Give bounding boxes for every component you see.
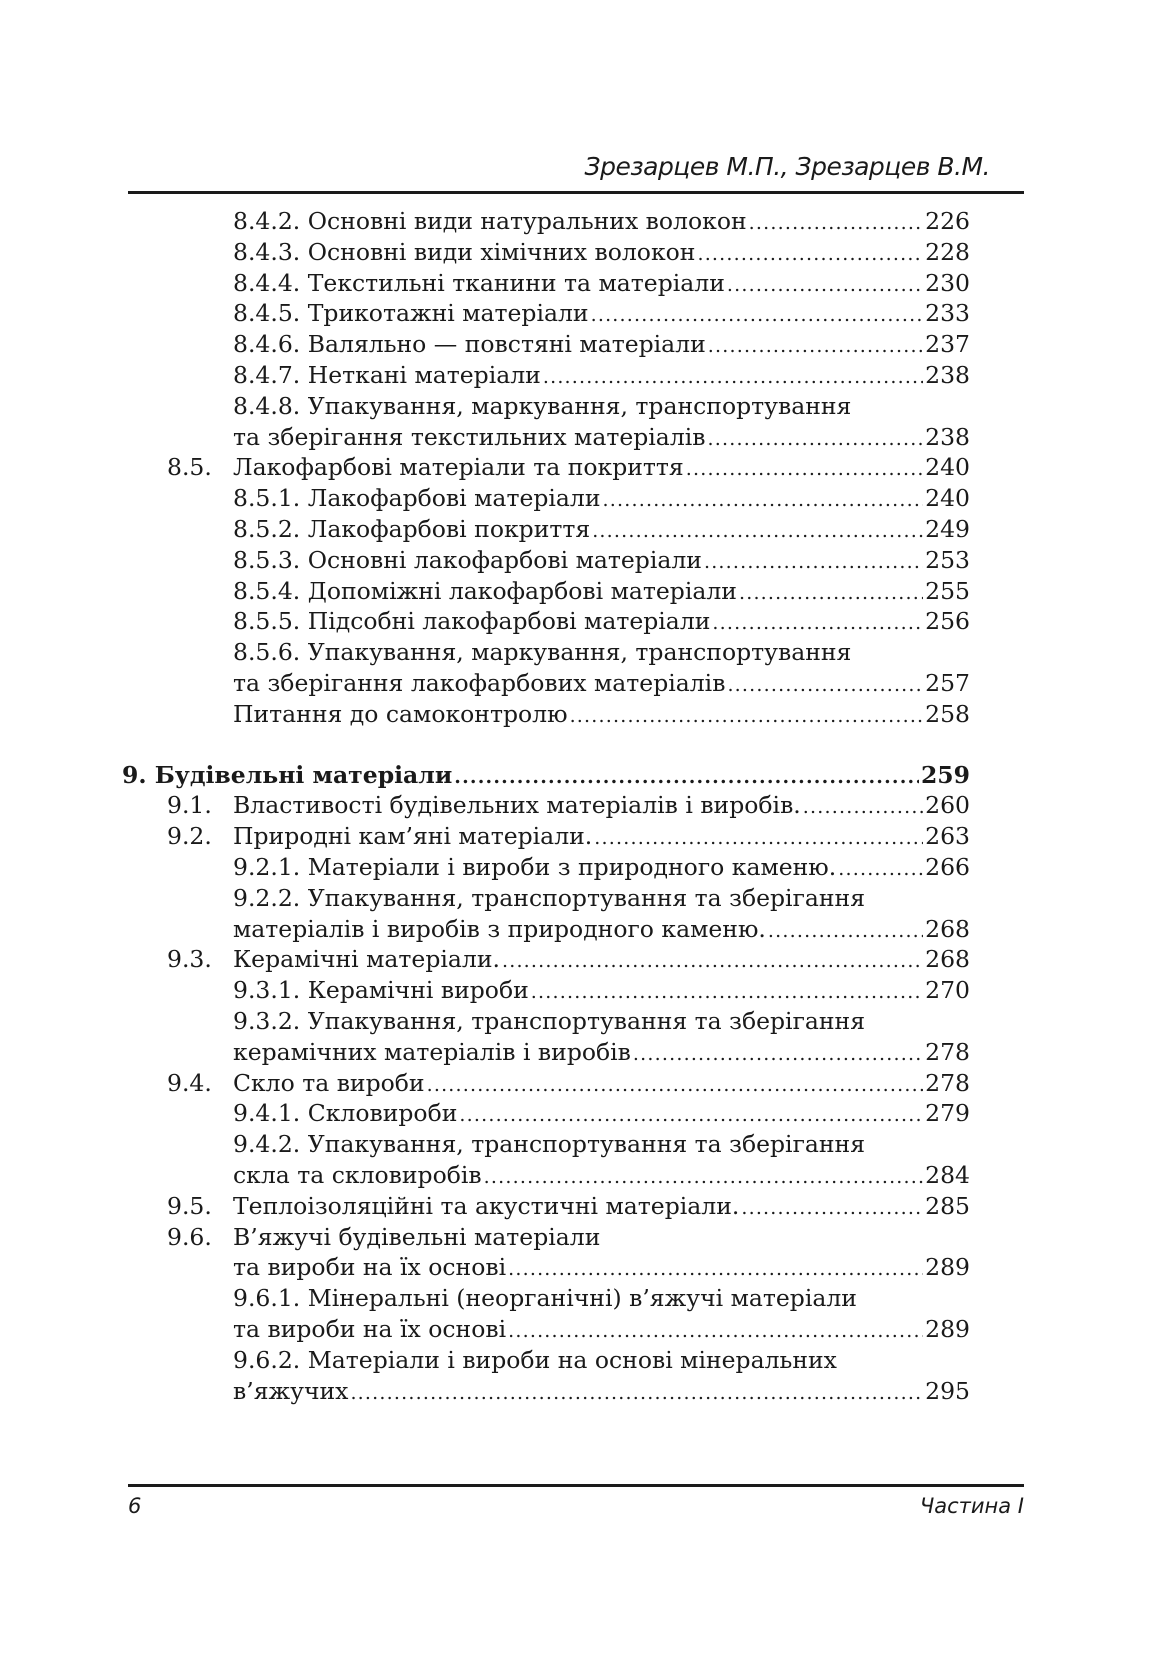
toc-entry-page: 238 <box>925 422 970 451</box>
dot-leader <box>350 1377 923 1409</box>
dot-leader <box>803 791 923 823</box>
toc-entry-page: 228 <box>925 237 970 266</box>
toc-entry <box>233 513 970 545</box>
toc-entry-label: керамічних матеріалів і виробів <box>233 1037 631 1066</box>
toc-entry-label: 8.4.8. Упакування, маркування, транспортування <box>233 391 852 420</box>
toc-entry-label: 8.5.2. Лакофарбові покриття <box>233 515 591 543</box>
toc-entry <box>233 482 970 514</box>
toc-entry-page: 260 <box>925 791 970 820</box>
dot-leader <box>727 269 923 301</box>
toc-entry-label: та зберігання текстильних матеріалів <box>233 422 706 451</box>
toc-entry-page: 257 <box>925 669 970 697</box>
dot-leader <box>708 423 924 455</box>
toc-section-number: 9.4. <box>167 1068 212 1097</box>
toc-entry <box>233 1005 970 1037</box>
toc-entry <box>233 913 970 945</box>
toc-entry <box>233 698 970 730</box>
toc-entry <box>233 1313 970 1345</box>
dot-leader <box>741 1192 923 1224</box>
toc-entry-page: 240 <box>925 453 970 482</box>
toc-entry-label: та зберігання лакофарбових матеріалів <box>233 669 726 697</box>
toc-entry <box>233 1251 970 1283</box>
dot-leader <box>727 669 923 701</box>
part-label: Частина I <box>919 1494 1024 1518</box>
toc-entry <box>233 851 970 883</box>
toc-entry-label: 8.4.6. Валяльно — повстяні матеріали <box>233 330 706 359</box>
toc-entry <box>233 205 970 237</box>
toc-entry-label: Питання до самоконтролю <box>233 699 568 728</box>
dot-leader <box>712 607 923 639</box>
toc-entry-label: 8.4.3. Основні види хімічних волокон <box>233 237 696 266</box>
toc-entry <box>233 636 970 668</box>
dot-leader <box>768 915 923 947</box>
toc-entry-page: 285 <box>925 1191 970 1220</box>
dot-leader <box>570 700 924 732</box>
toc-entry-label: 8.5.5. Підсобні лакофарбові матеріали <box>233 607 711 636</box>
toc-entry-label: 8.4.7. Неткані матеріали <box>233 361 541 389</box>
toc-section-number: 9.2. <box>167 822 212 851</box>
toc-section-number: 9.3. <box>167 945 212 974</box>
dot-leader <box>543 361 923 393</box>
footer-rule <box>128 1484 1024 1487</box>
dot-leader <box>603 484 924 516</box>
toc-entry-label: Теплоізоляційні та акустичні матеріали. <box>233 1191 740 1220</box>
dot-leader <box>502 945 923 977</box>
toc-section-number: 9.1. <box>167 791 212 820</box>
toc-entry-page: 289 <box>925 1315 970 1343</box>
toc-entry <box>233 943 970 975</box>
toc-entry <box>233 1344 970 1376</box>
toc-entry-label: 8.4.5. Трикотажні матеріали <box>233 299 589 328</box>
dot-leader <box>633 1038 923 1070</box>
toc-entry <box>233 667 970 699</box>
toc-entry-page: 279 <box>925 1099 970 1128</box>
toc-entry <box>233 421 970 453</box>
dot-leader <box>697 238 923 270</box>
toc-entry-page: 278 <box>925 1037 970 1066</box>
dot-leader <box>427 1069 924 1101</box>
toc-entry-page: 259 <box>920 760 970 789</box>
toc-section-number: 8.5. <box>167 453 212 482</box>
toc-entry <box>233 789 970 821</box>
toc-entry-page: 268 <box>925 914 970 943</box>
dot-leader <box>531 976 923 1008</box>
toc-entry-page: 266 <box>925 853 970 881</box>
toc-section-number: 9.6. <box>167 1222 212 1251</box>
toc-entry-label: 8.4.4. Текстильні тканини та матеріали <box>233 268 725 297</box>
running-header-authors: Зрезарцев М.П., Зрезарцев В.М. <box>584 152 990 181</box>
toc-entry-label: В’яжучі будівельні матеріали <box>233 1222 601 1251</box>
toc-entry-page: 238 <box>925 361 970 389</box>
toc-entry-label: матеріалів і виробів з природного каменю. <box>233 914 766 943</box>
toc-entry <box>233 1067 970 1099</box>
toc-entry-label: 9. Будівельні матеріали <box>122 760 453 789</box>
toc-entry <box>233 1190 970 1222</box>
toc-entry-page: 268 <box>925 945 970 974</box>
dot-leader <box>838 853 923 885</box>
toc-entry <box>233 359 970 391</box>
toc-entry-label: 8.5.6. Упакування, маркування, транспортування <box>233 638 852 667</box>
toc-entry <box>233 1159 970 1191</box>
dot-leader <box>508 1253 923 1285</box>
toc-entry <box>233 544 970 576</box>
toc-entry <box>233 236 970 268</box>
toc-entry-page: 226 <box>925 207 970 235</box>
toc-entry <box>233 297 970 329</box>
toc-entry-page: 253 <box>925 545 970 574</box>
toc-entry <box>233 575 970 607</box>
toc-entry-label: 9.4.2. Упакування, транспортування та зберігання <box>233 1130 866 1159</box>
toc-entry-label: Властивості будівельних матеріалів і виробів. <box>233 791 801 820</box>
toc-entry-label: 9.3.1. Керамічні вироби <box>233 976 529 1005</box>
header-rule <box>128 191 1024 194</box>
toc-entry-label: 9.2.2. Упакування, транспортування та зберігання <box>233 883 866 912</box>
toc-entry <box>233 1282 970 1314</box>
dot-leader <box>454 761 919 793</box>
toc-entry <box>233 882 970 914</box>
dot-leader <box>508 1315 923 1347</box>
toc-entry <box>233 390 970 422</box>
toc-entry <box>233 328 970 360</box>
toc-chapter-entry <box>122 759 970 791</box>
toc-entry <box>233 820 970 852</box>
toc-entry-page: 278 <box>925 1068 970 1097</box>
toc-entry-page: 230 <box>925 268 970 297</box>
toc-entry-page: 249 <box>925 515 970 543</box>
toc-entry <box>233 451 970 483</box>
toc-entry-page: 233 <box>925 299 970 328</box>
toc-entry <box>233 1375 970 1407</box>
dot-leader <box>594 822 923 854</box>
toc-entry-page: 240 <box>925 484 970 513</box>
dot-leader <box>592 515 923 547</box>
toc-entry-page: 295 <box>925 1376 970 1405</box>
toc-entry <box>233 267 970 299</box>
toc-entry <box>233 605 970 637</box>
toc-entry-label: та вироби на їх основі <box>233 1315 507 1343</box>
toc-entry-page: 258 <box>925 699 970 728</box>
toc-entry-label: Керамічні матеріали. <box>233 945 500 974</box>
toc-entry-label: 9.2.1. Матеріали і вироби з природного каменю. <box>233 853 837 881</box>
toc-entry-label: 8.5.3. Основні лакофарбові матеріали <box>233 545 702 574</box>
toc-entry-label: 8.5.4. Допоміжні лакофарбові матеріали <box>233 576 737 605</box>
toc-entry <box>233 1221 970 1253</box>
dot-leader <box>591 299 924 331</box>
toc-entry <box>233 1128 970 1160</box>
toc-entry <box>233 974 970 1006</box>
dot-leader <box>484 1161 923 1193</box>
dot-leader <box>749 207 924 239</box>
toc-entry-page: 284 <box>925 1161 970 1189</box>
toc-entry-page: 237 <box>925 330 970 359</box>
toc-entry-label: Природні кам’яні матеріали. <box>233 822 593 851</box>
toc-entry-page: 263 <box>925 822 970 851</box>
toc-entry-label: 9.3.2. Упакування, транспортування та зберігання <box>233 1007 866 1035</box>
toc-entry-label: 8.5.1. Лакофарбові матеріали <box>233 484 601 513</box>
toc-entry-label: в’яжучих <box>233 1376 349 1405</box>
dot-leader <box>704 546 923 578</box>
toc-entry-page: 289 <box>925 1253 970 1282</box>
toc-entry <box>233 1036 970 1068</box>
toc-entry-label: 9.6.2. Матеріали і вироби на основі мінеральних <box>233 1345 837 1374</box>
toc-entry-label: скла та скловиробів <box>233 1161 482 1189</box>
dot-leader <box>686 453 923 485</box>
dot-leader <box>739 577 923 609</box>
toc-section-number: 9.5. <box>167 1191 212 1220</box>
toc-entry-label: та вироби на їх основі <box>233 1253 507 1282</box>
toc-entry-page: 270 <box>925 976 970 1005</box>
dot-leader <box>459 1099 923 1131</box>
page-number: 6 <box>128 1494 142 1518</box>
dot-leader <box>708 330 923 362</box>
toc-entry-page: 256 <box>925 607 970 636</box>
toc-entry-label: 9.4.1. Скловироби <box>233 1099 458 1128</box>
toc-entry-label: Лакофарбові матеріали та покриття <box>233 453 684 482</box>
toc-entry-page: 255 <box>925 576 970 605</box>
toc-entry-label: 9.6.1. Мінеральні (неорганічні) в’яжучі матеріали <box>233 1284 857 1313</box>
toc-entry-label: 8.4.2. Основні види натуральних волокон <box>233 207 747 235</box>
toc-entry <box>233 1097 970 1129</box>
toc-entry-label: Скло та вироби <box>233 1068 425 1097</box>
